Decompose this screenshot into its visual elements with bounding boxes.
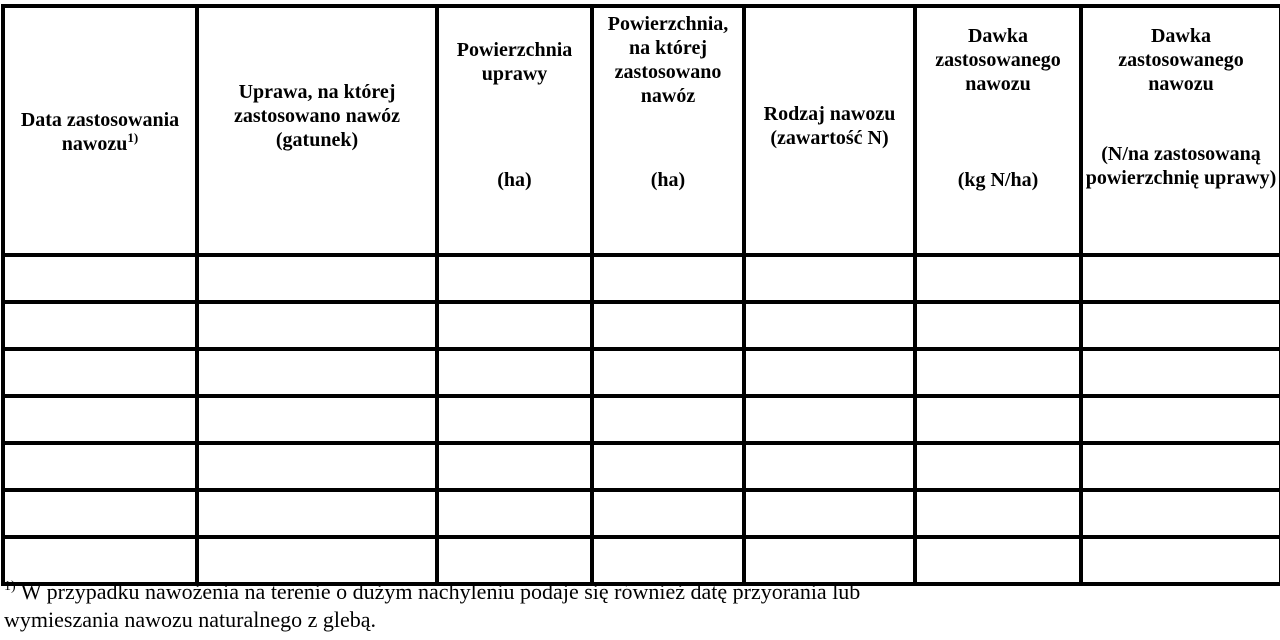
footnote-text: W przypadku nawożenia na terenie o dużym nachyleniu podaje się również datę przyorania lub wymieszania nawozu naturalnego z glebą. — [4, 579, 861, 632]
table-cell[interactable] — [744, 302, 915, 349]
table-cell[interactable] — [3, 255, 197, 302]
table-cell[interactable] — [744, 443, 915, 490]
header-fertilizer-type — [744, 6, 915, 255]
table-cell[interactable] — [437, 349, 592, 396]
table-row — [3, 490, 1280, 537]
table-cell[interactable] — [197, 537, 437, 584]
table-cell[interactable] — [437, 302, 592, 349]
header-label: Powierzchnia uprawy — [456, 39, 573, 85]
header-dose-per-area — [1081, 6, 1280, 255]
header-fertilized-area — [592, 6, 744, 255]
header-unit: (ha) — [497, 169, 532, 191]
table-cell[interactable] — [915, 396, 1081, 443]
table-cell[interactable] — [437, 396, 592, 443]
table-row — [3, 396, 1280, 443]
table-cell[interactable] — [3, 396, 197, 443]
footnote-marker: 1) — [4, 579, 16, 594]
table-cell[interactable] — [197, 349, 437, 396]
table-cell[interactable] — [1081, 349, 1280, 396]
table-cell[interactable] — [744, 537, 915, 584]
table-cell[interactable] — [592, 396, 744, 443]
table-cell[interactable] — [592, 302, 744, 349]
table-row — [3, 443, 1280, 490]
header-label: Uprawa, na której zastosowano nawóz (gatunek) — [233, 80, 401, 151]
table-cell[interactable] — [592, 255, 744, 302]
footnote-marker: 1) — [127, 129, 139, 145]
table-row — [3, 255, 1280, 302]
table-cell[interactable] — [592, 537, 744, 584]
header-label: Data zastosowania nawozu — [20, 108, 180, 155]
table-cell[interactable] — [915, 443, 1081, 490]
table-cell[interactable] — [1081, 302, 1280, 349]
fertilizer-record-table — [1, 4, 1280, 586]
table-cell[interactable] — [915, 255, 1081, 302]
header-unit: (ha) — [650, 169, 686, 191]
table-cell[interactable] — [592, 443, 744, 490]
header-unit: (N/na zastosowaną powierzchnię uprawy) — [1085, 143, 1277, 189]
header-row — [3, 6, 1280, 255]
header-unit: (kg N/ha) — [957, 169, 1039, 191]
header-label: Dawka zastosowanego nawozu — [1118, 25, 1244, 95]
table-cell[interactable] — [915, 490, 1081, 537]
table-cell[interactable] — [744, 396, 915, 443]
header-label: Dawka zastosowanego nawozu — [935, 25, 1061, 95]
table-row — [3, 349, 1280, 396]
table-cell[interactable] — [915, 537, 1081, 584]
table-cell[interactable] — [1081, 255, 1280, 302]
table-cell[interactable] — [744, 255, 915, 302]
table-cell[interactable] — [3, 349, 197, 396]
table-cell[interactable] — [437, 490, 592, 537]
table-cell[interactable] — [3, 490, 197, 537]
table-cell[interactable] — [1081, 443, 1280, 490]
header-dose-per-ha — [915, 6, 1081, 255]
table-cell[interactable] — [197, 302, 437, 349]
header-label: Rodzaj nawozu (zawartość N) — [763, 102, 896, 149]
table-cell[interactable] — [197, 490, 437, 537]
table-cell[interactable] — [437, 443, 592, 490]
table-cell[interactable] — [1081, 537, 1280, 584]
table-cell[interactable] — [3, 302, 197, 349]
table-cell[interactable] — [915, 349, 1081, 396]
header-application-date — [3, 6, 197, 255]
table-cell[interactable] — [1081, 490, 1280, 537]
table-cell[interactable] — [197, 396, 437, 443]
table-cell[interactable] — [915, 302, 1081, 349]
header-crop-area — [437, 6, 592, 255]
table-cell[interactable] — [3, 443, 197, 490]
table-cell[interactable] — [197, 255, 437, 302]
table-cell[interactable] — [744, 349, 915, 396]
table-cell[interactable] — [437, 537, 592, 584]
table-cell[interactable] — [437, 255, 592, 302]
table-cell[interactable] — [3, 537, 197, 584]
table-cell[interactable] — [1081, 396, 1280, 443]
table-cell[interactable] — [592, 490, 744, 537]
table-body — [3, 255, 1280, 584]
table-cell[interactable] — [197, 443, 437, 490]
table-cell[interactable] — [744, 490, 915, 537]
footnote — [4, 578, 1274, 634]
header-crop — [197, 6, 437, 255]
table-cell[interactable] — [592, 349, 744, 396]
table-row — [3, 302, 1280, 349]
header-label: Powierzchnia, na której zastosowano nawóz — [607, 13, 729, 107]
table-row — [3, 537, 1280, 584]
